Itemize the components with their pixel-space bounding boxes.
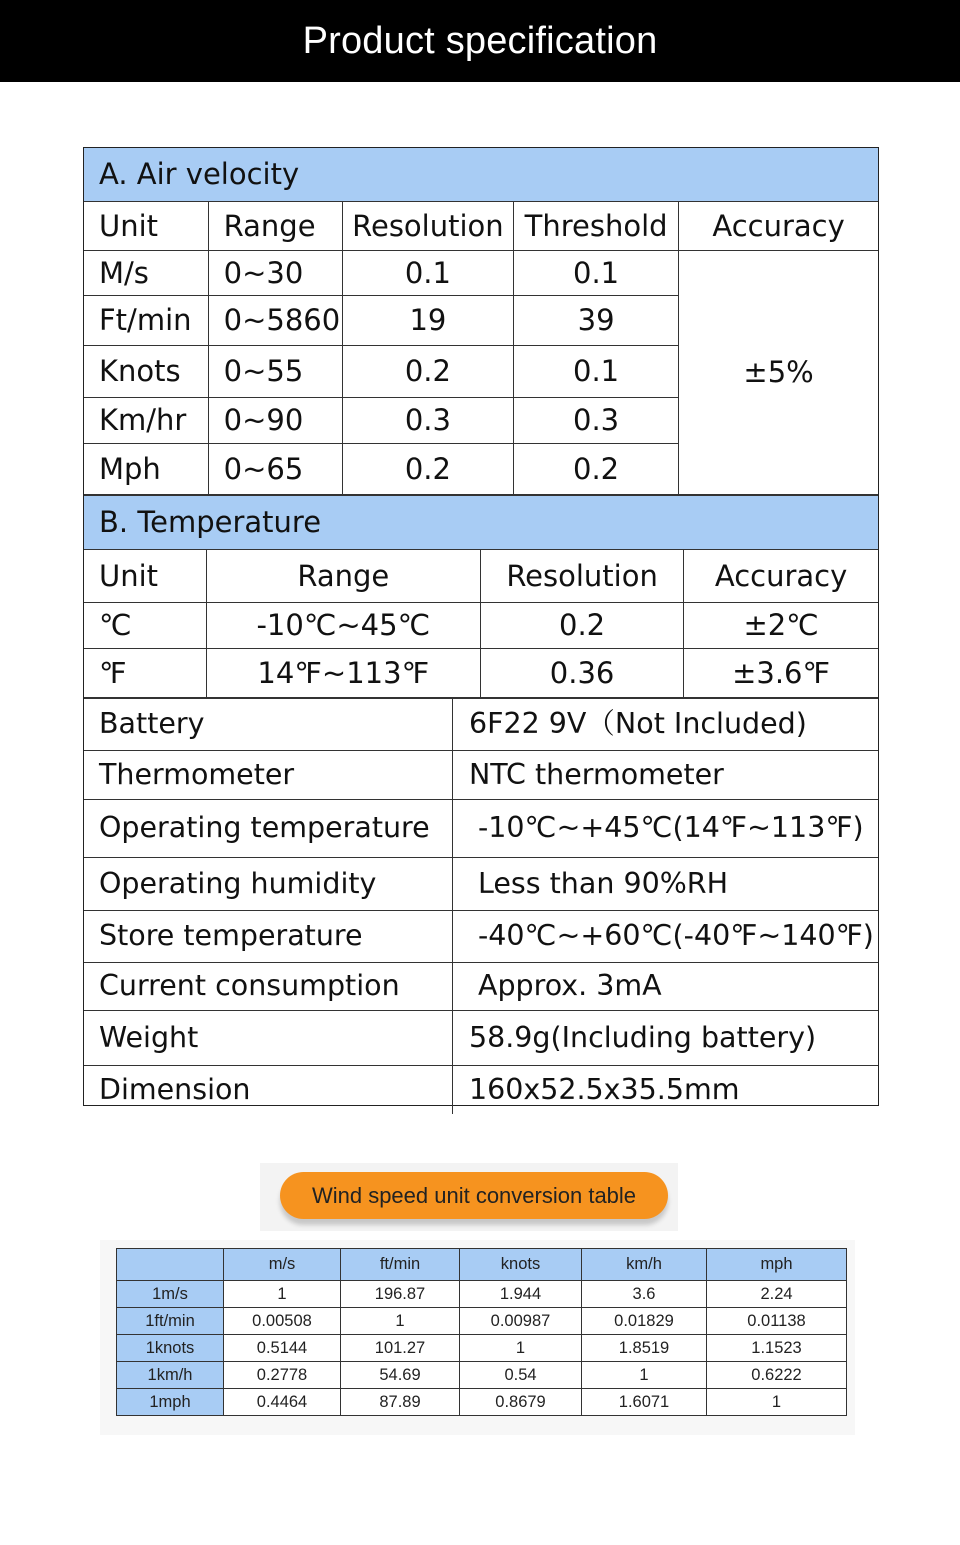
col-header-unit: Unit [84,202,208,251]
spec-value: -10℃~+45℃(14℉~113℉) [452,800,878,858]
value-cell: 54.69 [341,1362,460,1389]
value-cell: 1.944 [460,1281,582,1308]
value-cell: 0.2778 [224,1362,341,1389]
temperature-table [84,495,878,698]
resolution-cell: 19 [342,296,513,346]
col-header-threshold: Threshold [513,202,678,251]
unit-cell: Ft/min [84,296,208,346]
threshold-cell: 0.2 [513,444,678,495]
value-cell: 1.6071 [582,1389,707,1416]
value-cell: 1 [460,1335,582,1362]
row-header: 1km/h [117,1362,224,1389]
spec-label: Operating temperature [84,800,452,858]
value-cell: 0.00987 [460,1308,582,1335]
table-row [84,251,878,296]
threshold-cell: 0.3 [513,398,678,444]
accuracy-cell: ±3.6℉ [684,649,878,698]
row-header: 1ft/min [117,1308,224,1335]
row-header: 1m/s [117,1281,224,1308]
value-cell: 0.4464 [224,1389,341,1416]
col-header-ms: m/s [224,1249,341,1281]
spec-label: Dimension [84,1066,452,1114]
spec-table [83,147,879,1106]
value-cell: 101.27 [341,1335,460,1362]
spec-value: -40℃~+60℃(-40℉~140℉) [452,911,878,963]
range-cell: 0~30 [208,251,342,296]
resolution-cell: 0.2 [342,444,513,495]
value-cell: 3.6 [582,1281,707,1308]
table-row [117,1281,847,1308]
resolution-cell: 0.36 [480,649,683,698]
spec-label: Weight [84,1011,452,1066]
threshold-cell: 39 [513,296,678,346]
conversion-title-panel [260,1163,678,1231]
value-cell: 1 [224,1281,341,1308]
range-cell: -10℃~45℃ [206,603,480,649]
resolution-cell: 0.1 [342,251,513,296]
col-header-mph: mph [707,1249,847,1281]
general-spec-table [84,698,878,1114]
spec-value: Less than 90%RH [452,858,878,911]
col-header-range: Range [208,202,342,251]
col-header-kmh: km/h [582,1249,707,1281]
spec-value: Approx. 3mA [452,963,878,1011]
unit-cell: ℉ [84,649,206,698]
resolution-cell: 0.3 [342,398,513,444]
spec-label: Battery [84,699,452,751]
range-cell: 0~90 [208,398,342,444]
value-cell: 2.24 [707,1281,847,1308]
conversion-panel [100,1240,855,1435]
unit-cell: ℃ [84,603,206,649]
accuracy-cell: ±2℃ [684,603,878,649]
spec-row [84,751,878,800]
table-row [84,649,878,698]
table-row [117,1362,847,1389]
spec-label: Store temperature [84,911,452,963]
conversion-table [116,1248,847,1416]
threshold-cell: 0.1 [513,346,678,398]
col-header-resolution: Resolution [480,550,683,603]
resolution-cell: 0.2 [342,346,513,398]
spec-value: 58.9g(Including battery) [452,1011,878,1066]
spec-row [84,1066,878,1114]
conversion-title-badge [280,1172,668,1219]
value-cell: 1.8519 [582,1335,707,1362]
spec-value: 6F22 9V（Not Included) [452,699,878,751]
spec-label: Operating humidity [84,858,452,911]
value-cell: 1 [582,1362,707,1389]
section-title-temperature: B. Temperature [84,496,878,550]
spec-label: Thermometer [84,751,452,800]
value-cell: 0.8679 [460,1389,582,1416]
spec-label: Current consumption [84,963,452,1011]
spec-value: NTC thermometer [452,751,878,800]
value-cell: 1.1523 [707,1335,847,1362]
page-title: Product specification [302,19,658,62]
spec-row [84,911,878,963]
spec-row [84,858,878,911]
value-cell: 0.54 [460,1362,582,1389]
table-row [117,1335,847,1362]
col-header-unit: Unit [84,550,206,603]
air-velocity-table [84,148,878,495]
section-title-air-velocity: A. Air velocity [84,148,878,202]
table-row [84,603,878,649]
row-header: 1mph [117,1389,224,1416]
value-cell: 1 [707,1389,847,1416]
conversion-title: Wind speed unit conversion table [311,1182,637,1208]
range-cell: 0~5860 [208,296,342,346]
corner-cell [117,1249,224,1281]
range-cell: 0~65 [208,444,342,495]
value-cell: 0.5144 [224,1335,341,1362]
header-banner [0,0,960,82]
value-cell: 1 [341,1308,460,1335]
value-cell: 196.87 [341,1281,460,1308]
col-header-ftmin: ft/min [341,1249,460,1281]
spec-row [84,1011,878,1066]
col-header-accuracy: Accuracy [684,550,878,603]
range-cell: 14℉~113℉ [206,649,480,698]
accuracy-cell: ±5% [679,251,878,495]
value-cell: 0.01138 [707,1308,847,1335]
spec-row [84,699,878,751]
table-row [117,1308,847,1335]
unit-cell: Km/hr [84,398,208,444]
table-row [117,1389,847,1416]
value-cell: 0.01829 [582,1308,707,1335]
value-cell: 87.89 [341,1389,460,1416]
unit-cell: Knots [84,346,208,398]
col-header-resolution: Resolution [342,202,513,251]
spec-value: 160x52.5x35.5mm [452,1066,878,1114]
col-header-knots: knots [460,1249,582,1281]
threshold-cell: 0.1 [513,251,678,296]
range-cell: 0~55 [208,346,342,398]
value-cell: 0.00508 [224,1308,341,1335]
col-header-accuracy: Accuracy [679,202,878,251]
resolution-cell: 0.2 [480,603,683,649]
unit-cell: M/s [84,251,208,296]
unit-cell: Mph [84,444,208,495]
spec-row [84,800,878,858]
col-header-range: Range [206,550,480,603]
value-cell: 0.6222 [707,1362,847,1389]
row-header: 1knots [117,1335,224,1362]
spec-row [84,963,878,1011]
